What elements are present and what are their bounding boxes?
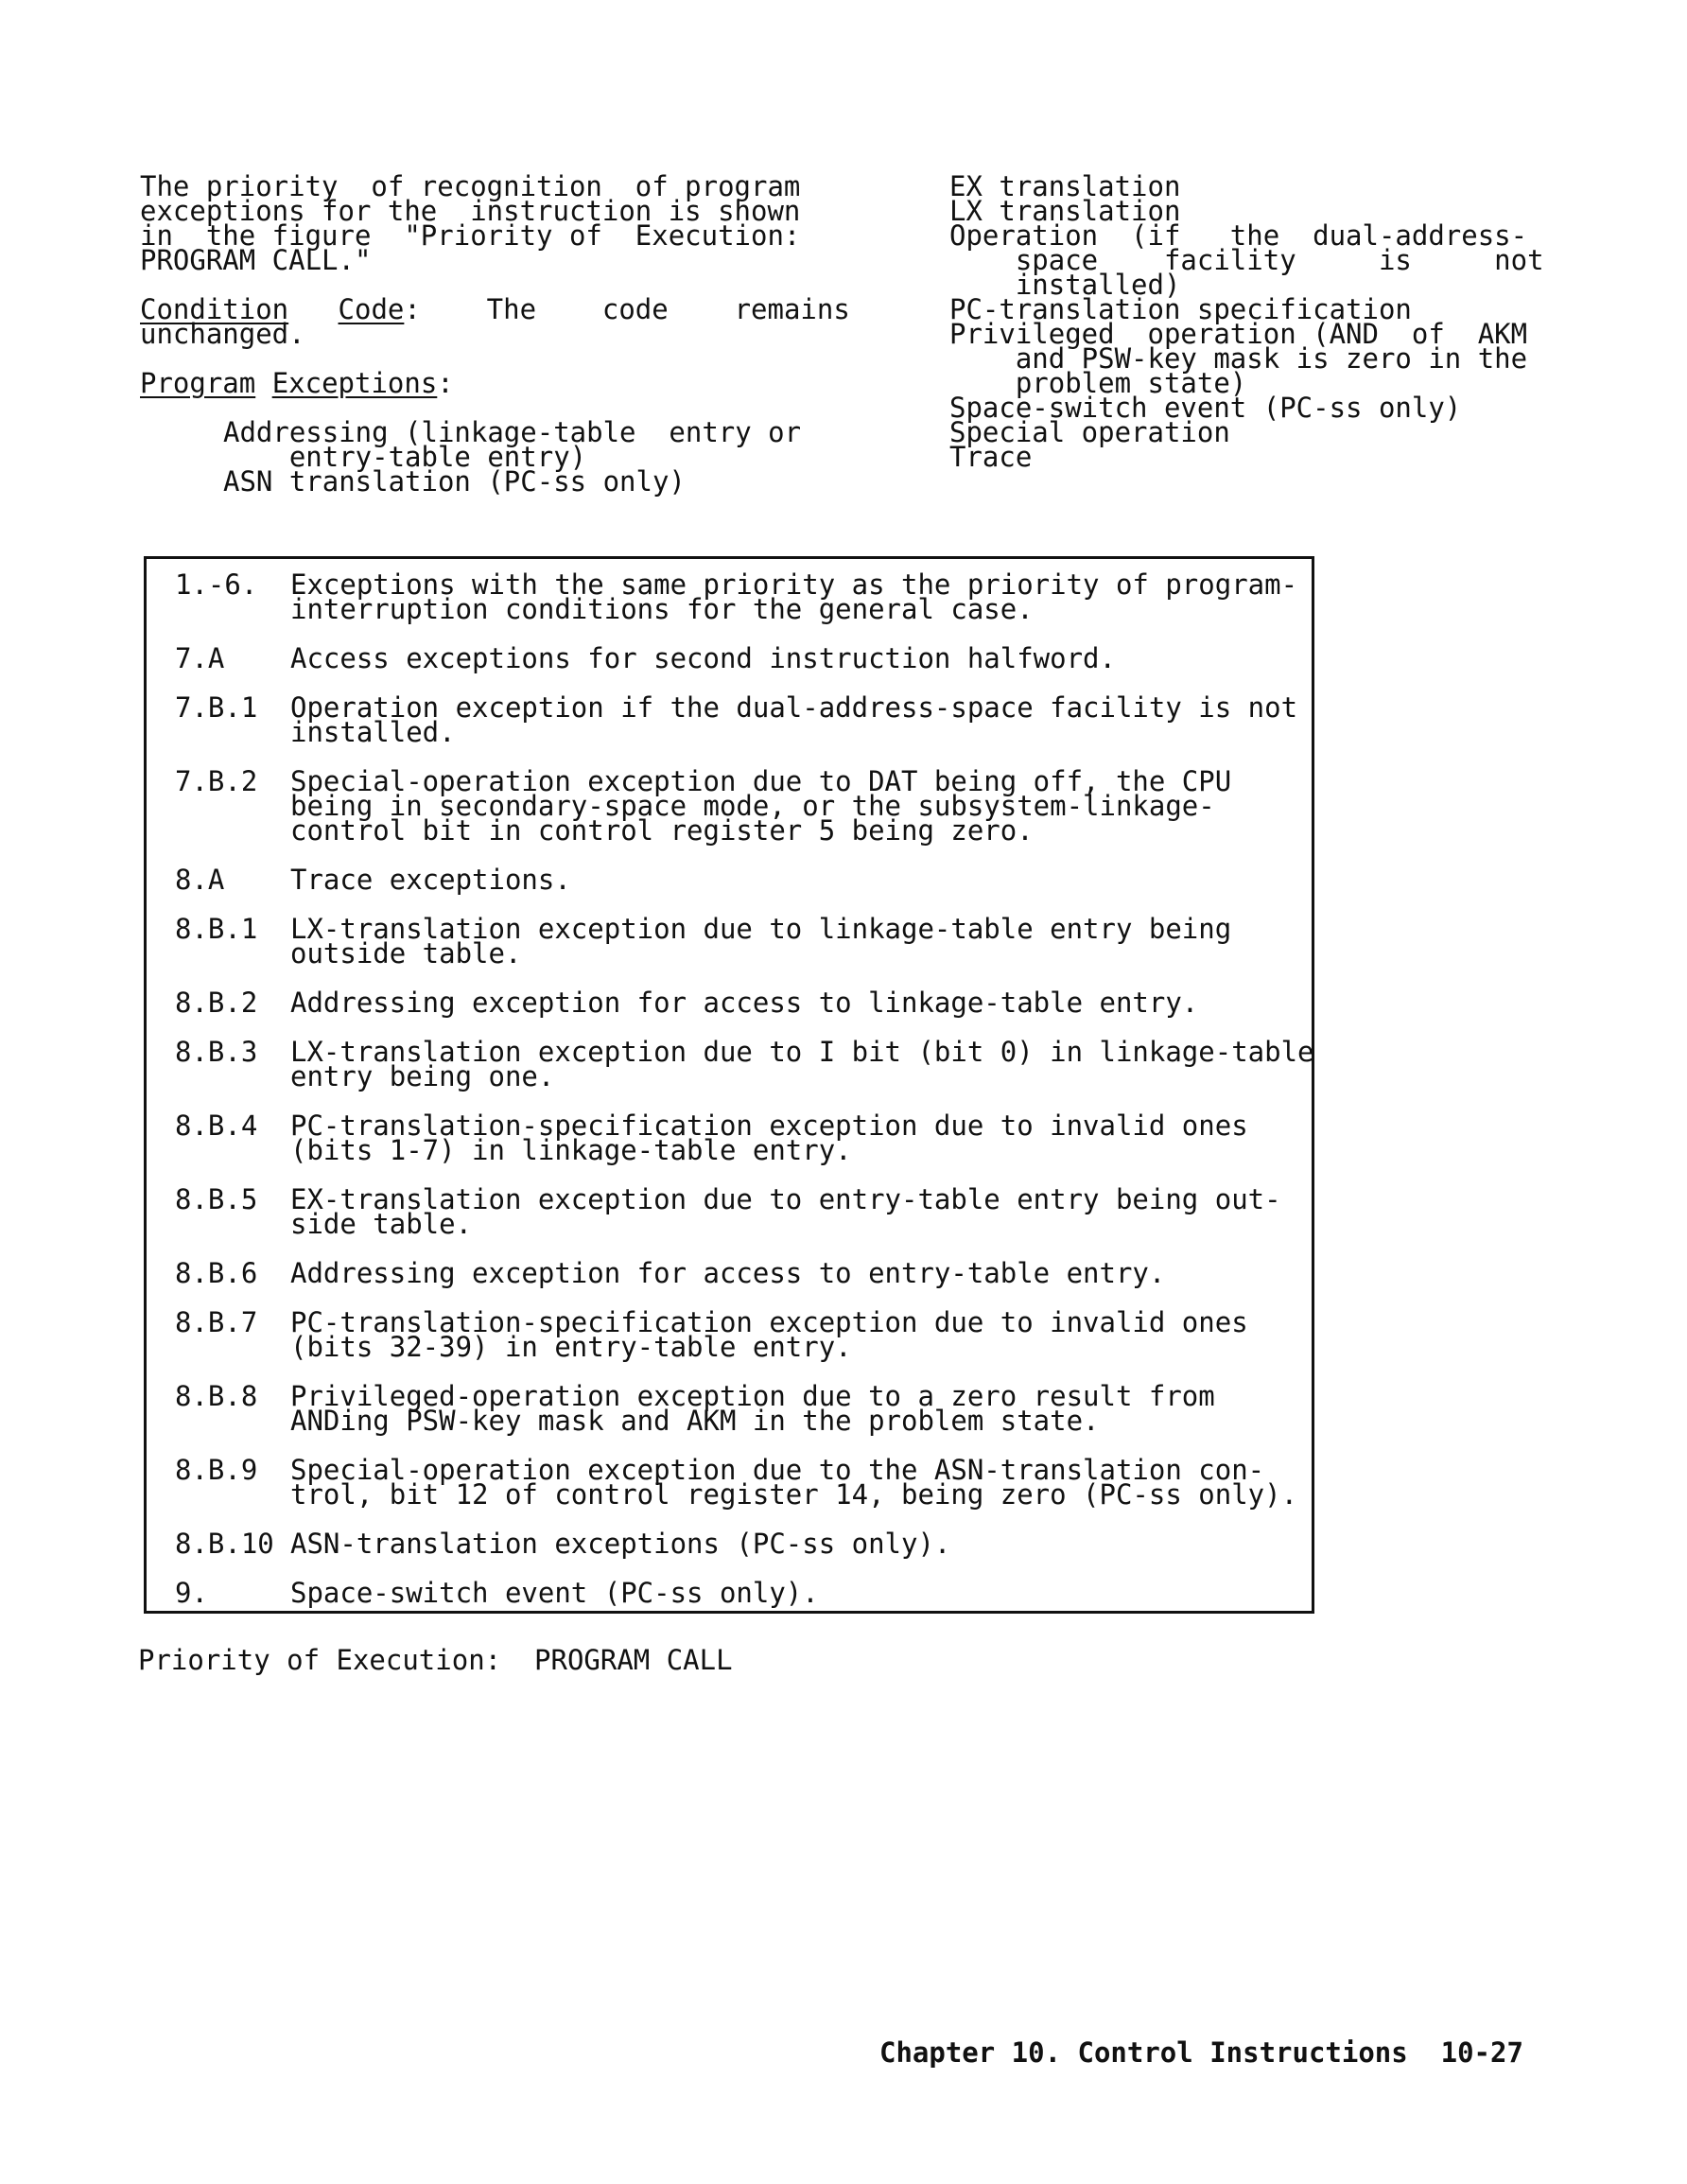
priority-number: 8.B.8: [175, 1380, 258, 1412]
condition-code-text: : The code remains: [404, 293, 850, 325]
priority-text: [290, 1306, 1312, 1363]
priority-text-line: Special-operation exception due to DAT being off, the CPU: [290, 765, 1232, 797]
intro-line: PROGRAM CALL.": [140, 244, 372, 276]
intro-line: in the figure "Priority of Execution:: [140, 219, 801, 252]
priority-text: [290, 765, 1312, 847]
exception-item: PC-translation specification: [949, 293, 1412, 325]
priority-row: [147, 913, 1312, 970]
exception-item: Special operation: [949, 416, 1230, 448]
exception-item: problem state): [949, 367, 1247, 399]
priority-text-line: entry being one.: [290, 1060, 555, 1092]
priority-number: 7.A: [175, 642, 225, 674]
program-exceptions-list: [140, 416, 802, 498]
priority-text: [290, 1036, 1314, 1092]
priority-number: 8.B.5: [175, 1183, 258, 1215]
exception-item: entry-table entry): [223, 441, 587, 473]
priority-number: 8.B.6: [175, 1257, 258, 1289]
priority-text-line: Access exceptions for second instruction halfword.: [290, 642, 1116, 674]
exception-item: and PSW-key mask is zero in the: [949, 342, 1528, 375]
exception-item: Addressing (linkage-table entry or: [223, 416, 802, 448]
priority-text-line: PC-translation-specification exception due to invalid ones: [290, 1109, 1248, 1142]
priority-number: 8.B.3: [175, 1036, 258, 1068]
priority-text: [290, 1183, 1312, 1240]
priority-text-line: Operation exception if the dual-address-space facility is not: [290, 691, 1298, 724]
priority-text-line: Addressing exception for access to entry-table entry.: [290, 1257, 1166, 1289]
intro-line: The priority of recognition of program: [140, 170, 801, 202]
right-column: [949, 170, 1545, 473]
priority-row: [147, 765, 1312, 847]
priority-row: [147, 1577, 1312, 1609]
priority-text: [290, 864, 1312, 896]
priority-text-line: control bit in control register 5 being zero.: [290, 814, 1034, 847]
priority-row: [147, 1257, 1312, 1289]
priority-text: [290, 1380, 1312, 1437]
priority-number: 7.B.2: [175, 765, 258, 797]
exception-item: Operation (if the dual-address-: [949, 219, 1528, 252]
exception-item: Trace: [949, 441, 1033, 473]
priority-text-line: trol, bit 12 of control register 14, being zero (PC-ss only).: [290, 1478, 1298, 1511]
priority-text-line: outside table.: [290, 937, 522, 970]
priority-figure: [144, 556, 1314, 1614]
program-exceptions-heading: Program Exceptions:: [140, 367, 454, 399]
priority-text-line: Privileged-operation exception due to a zero result from: [290, 1380, 1215, 1412]
priority-number: 8.B.1: [175, 913, 258, 945]
priority-text-line: LX-translation exception due to linkage-table entry being: [290, 913, 1232, 945]
priority-number: 8.B.4: [175, 1109, 258, 1142]
priority-number: 8.A: [175, 864, 225, 896]
priority-number: 7.B.1: [175, 691, 258, 724]
priority-row: [147, 568, 1312, 625]
priority-text: [290, 1577, 1312, 1609]
priority-text: [290, 913, 1312, 970]
exception-item: Space-switch event (PC-ss only): [949, 392, 1462, 424]
priority-text-line: LX-translation exception due to I bit (bit 0) in linkage-table: [290, 1036, 1314, 1068]
priority-text-line: Special-operation exception due to the ASN-translation con-: [290, 1454, 1265, 1486]
priority-number: 8.B.7: [175, 1306, 258, 1338]
priority-text-line: ANDing PSW-key mask and AKM in the problem state.: [290, 1405, 1100, 1437]
priority-text: [290, 1257, 1312, 1289]
priority-text: [290, 568, 1312, 625]
priority-row: [147, 1528, 1312, 1560]
intro-paragraph: [140, 170, 802, 276]
code-heading: Code: [338, 293, 405, 325]
program-heading: Program: [140, 367, 256, 399]
priority-row: [147, 1036, 1314, 1092]
priority-number: 9.: [175, 1577, 208, 1609]
priority-row: [147, 1454, 1312, 1511]
condition-code-paragraph: [140, 293, 850, 350]
exceptions-heading: Exceptions: [271, 367, 438, 399]
intro-line: exceptions for the instruction is shown: [140, 195, 801, 227]
priority-text: [290, 987, 1312, 1019]
priority-text: [290, 1109, 1312, 1166]
priority-text-line: EX-translation exception due to entry-table entry being out-: [290, 1183, 1281, 1215]
priority-list: [147, 568, 1314, 1609]
left-column: [140, 170, 850, 498]
exception-item: installed): [949, 269, 1181, 301]
priority-number: 8.B.9: [175, 1454, 258, 1486]
priority-number: 8.B.10: [175, 1528, 274, 1560]
priority-row: [147, 691, 1312, 748]
priority-text-line: side table.: [290, 1208, 473, 1240]
priority-text: [290, 1528, 1312, 1560]
priority-row: [147, 1380, 1312, 1437]
condition-heading: Condition: [140, 293, 289, 325]
page-footer: Chapter 10. Control Instructions 10-27: [879, 2036, 1523, 2069]
priority-text-line: ASN-translation exceptions (PC-ss only).: [290, 1528, 951, 1560]
priority-text: [290, 1454, 1312, 1511]
priority-row: [147, 987, 1312, 1019]
priority-text-line: Addressing exception for access to linkage-table entry.: [290, 987, 1199, 1019]
priority-text-line: Exceptions with the same priority as the priority of program-: [290, 568, 1298, 601]
priority-text-line: interruption conditions for the general case.: [290, 593, 1034, 625]
figure-caption: Priority of Execution: PROGRAM CALL: [138, 1644, 733, 1676]
condition-code-line-2: unchanged.: [140, 318, 305, 350]
priority-text-line: (bits 32-39) in entry-table entry.: [290, 1331, 852, 1363]
priority-row: [147, 642, 1312, 674]
priority-text-line: Space-switch event (PC-ss only).: [290, 1577, 819, 1609]
priority-row: [147, 1306, 1312, 1363]
exception-item: LX translation: [949, 195, 1181, 227]
priority-text-line: installed.: [290, 716, 456, 748]
exception-item: space facility is not: [949, 244, 1544, 276]
priority-text-line: PC-translation-specification exception due to invalid ones: [290, 1306, 1248, 1338]
priority-text-line: (bits 1-7) in linkage-table entry.: [290, 1134, 852, 1166]
priority-row: [147, 1183, 1312, 1240]
priority-row: [147, 1109, 1312, 1166]
exception-item: ASN translation (PC-ss only): [223, 465, 686, 498]
priority-number: 1.-6.: [175, 568, 258, 601]
priority-row: [147, 864, 1312, 896]
priority-text: [290, 691, 1312, 748]
exception-item: Privileged operation (AND of AKM: [949, 318, 1528, 350]
priority-text-line: Trace exceptions.: [290, 864, 571, 896]
priority-text: [290, 642, 1312, 674]
exception-item: EX translation: [949, 170, 1181, 202]
priority-text-line: being in secondary-space mode, or the subsystem-linkage-: [290, 790, 1215, 822]
priority-number: 8.B.2: [175, 987, 258, 1019]
